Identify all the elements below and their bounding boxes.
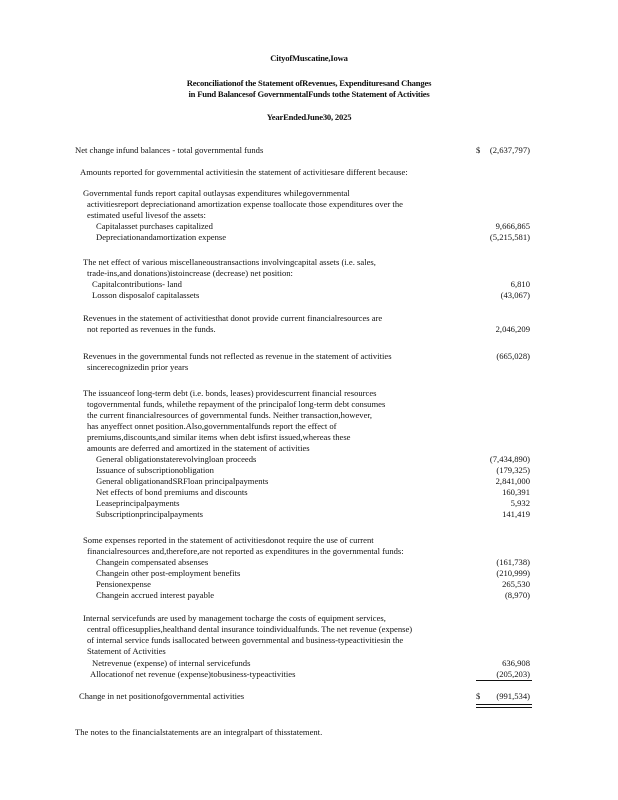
- debt-text: amounts are deferred and amortized in the statement of activities: [87, 443, 310, 453]
- revenue-text: Revenues in the statement of activitiesthat donot provide current financialresources are: [83, 313, 383, 323]
- debt-text: premiums,discounts,and similar items when debt isfirst issued,whereas these: [87, 432, 351, 442]
- line-item-value: (43,067): [500, 290, 530, 300]
- debt-text: the current financialresources of governmental funds. Neither transaction,however,: [87, 410, 373, 420]
- line-item-value: (8,970): [504, 590, 530, 600]
- internal-text: central officesupplies,healthand dental insurance toindividualfunds. The net revenue (expense): [87, 624, 413, 634]
- line-item-value: 2,046,209: [495, 324, 530, 334]
- statement-period: YearEndedJune30, 2025: [266, 112, 352, 122]
- line-item-value: (7,434,890): [489, 454, 530, 464]
- line-item-value: (179,325): [496, 465, 530, 475]
- debt-text: togovernmental funds, whilethe repayment of the principalof long-term debt consumes: [87, 399, 386, 409]
- footnote: The notes to the financialstatements are an integralpart of thisstatement.: [75, 727, 323, 737]
- line-item-label: General obligationandSRFloan principalpayments: [96, 476, 269, 486]
- line-item-label: Losson disposalof capitalassets: [92, 290, 200, 300]
- line-item-value: 6,810: [510, 279, 530, 289]
- line-item-label: Capitalcontributions- land: [92, 279, 182, 289]
- misc-text: The net effect of various miscellaneoustransactions involvingcapital assets (i.e. sales,: [83, 257, 376, 267]
- line-item-value: 5,932: [510, 498, 530, 508]
- capital-text: estimated useful livesof the assets:: [87, 210, 206, 220]
- revenue-text: Revenues in the governmental funds not reflected as revenue in the statement of activities: [83, 351, 392, 361]
- line-item-label: Netrevenue (expense) of internal servicefunds: [92, 658, 251, 668]
- subtotal-rule: [476, 680, 532, 681]
- line-item-label: Pensionexpense: [96, 579, 151, 589]
- line-item-value: 160,391: [502, 487, 530, 497]
- line-item-value: 265,530: [502, 579, 530, 589]
- statement-title-line1: Reconciliationof the Statement ofRevenues, Expendituresand Changes: [186, 78, 432, 88]
- line-item-label: Capitalasset purchases capitalized: [96, 221, 213, 231]
- line-item-label: General obligationstaterevolvingloan proceeds: [96, 454, 257, 464]
- line-item-label: Net effects of bond premiums and discounts: [96, 487, 248, 497]
- line-item-label: Depreciationandamortization expense: [96, 232, 227, 242]
- expenses-text: Some expenses reported in the statement of activitiesdonot require the use of current: [83, 535, 374, 545]
- line-item-value: 141,419: [502, 509, 530, 519]
- line-item-label: Allocationof net revenue (expense)tobusiness-typeactivities: [90, 669, 296, 679]
- entity-name: CityofMuscatine,Iowa: [270, 53, 348, 63]
- line-item-value: (665,028): [496, 351, 530, 361]
- capital-text: activitiesreport depreciationand amortization expense toallocate those expenditures over the: [87, 199, 403, 209]
- line-item-value: 2,841,000: [495, 476, 530, 486]
- line-item-label: Issuance of subscriptionobligation: [96, 465, 214, 475]
- capital-text: Governmental funds report capital outlaysas expenditures whilegovernmental: [83, 188, 350, 198]
- line-item-label: Changein other post-employment benefits: [96, 568, 241, 578]
- line-item-value: (161,738): [496, 557, 530, 567]
- misc-text: trade-ins,and donations)istoincrease (decrease) net position:: [87, 268, 293, 278]
- currency-sign: $: [476, 691, 481, 701]
- line-item-label: Changein compensated absenses: [96, 557, 209, 567]
- expenses-text: financialresources and,therefore,are not reported as expenditures in the governmental funds:: [87, 546, 404, 556]
- total-label: Change in net positionofgovernmental activities: [79, 691, 245, 701]
- line-item-label: Subscriptionprincipalpayments: [96, 509, 203, 519]
- line-item-value: (210,999): [496, 568, 530, 578]
- net-change-label: Net change infund balances - total governmental funds: [75, 145, 264, 155]
- line-item-value: 9,666,865: [495, 221, 530, 231]
- line-item-label: Leaseprincipalpayments: [96, 498, 180, 508]
- debt-text: The issuanceof long-term debt (i.e. bonds, leases) providescurrent financial resources: [83, 388, 377, 398]
- line-item-label: Changein accrued interest payable: [96, 590, 215, 600]
- total-value: (991,534): [496, 691, 530, 701]
- internal-text: Internal servicefunds are used by management tocharge the costs of equipment services,: [83, 613, 386, 623]
- net-change-value: (2,637,797): [489, 145, 530, 155]
- intro-text: Amounts reported for governmental activitiesin the statement of activitiesare different because:: [80, 167, 408, 177]
- currency-sign: $: [476, 145, 481, 155]
- line-item-value: 636,908: [502, 658, 530, 668]
- line-item-value: (5,215,581): [489, 232, 530, 242]
- total-double-rule: [476, 704, 532, 708]
- internal-text: Statement of Activities: [87, 646, 166, 656]
- statement-title-line2: in Fund Balancesof GovernmentalFunds tothe Statement of Activities: [188, 89, 430, 99]
- line-item-value: (205,203): [496, 669, 530, 679]
- internal-text: of internal service funds isallocated between governmental and business-typeactivitiesin the: [87, 635, 404, 645]
- revenue-text: sincerecognizedin prior years: [87, 362, 189, 372]
- debt-text: has anyeffect onnet position.Also,governmentalfunds report the effect of: [87, 421, 337, 431]
- revenue-text: not reported as revenues in the funds.: [87, 324, 216, 334]
